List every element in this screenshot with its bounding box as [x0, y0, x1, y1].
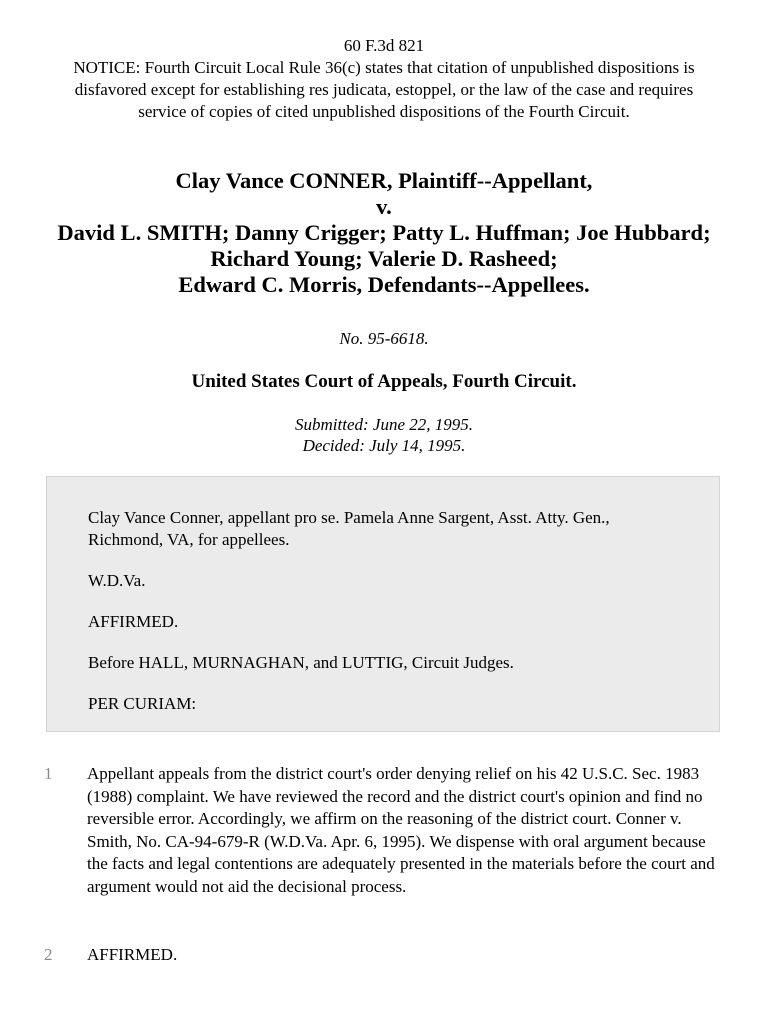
case-dates: [0, 414, 768, 456]
citation: 60 F.3d 821: [343, 36, 425, 55]
court-name: United States Court of Appeals, Fourth Circuit.: [191, 371, 577, 392]
paragraph-number: 2: [44, 945, 53, 964]
caption-defendants: David L. SMITH; Danny Crigger; Patty L. Huffman; Joe Hubbard; Richard Young; Valerie D. Rasheed;: [57, 220, 711, 271]
header: [50, 35, 718, 123]
case-summary-box: [46, 476, 720, 732]
caption-versus: v.: [376, 194, 392, 219]
disposition: AFFIRMED.: [88, 612, 179, 631]
unpublished-notice: NOTICE: Fourth Circuit Local Rule 36(c) states that citation of unpublished dispositions is disfavored except for establishing res judicata, estoppel, or the law of the case and requires service of copies of cited unpublished dispositions of the Fourth Circuit.: [73, 58, 695, 121]
submitted-date: Submitted: June 22, 1995.: [295, 415, 473, 434]
paragraph-text: AFFIRMED.: [87, 945, 178, 964]
case-caption: [40, 168, 728, 298]
decided-date: Decided: July 14, 1995.: [302, 436, 466, 455]
origin-court: W.D.Va.: [88, 571, 146, 590]
docket-number: No. 95-6618.: [339, 329, 429, 348]
opinion-author: PER CURIAM:: [88, 694, 197, 713]
caption-defendants-cont: Edward C. Morris, Defendants--Appellees.: [178, 272, 590, 297]
panel: Before HALL, MURNAGHAN, and LUTTIG, Circuit Judges.: [88, 653, 514, 672]
paragraph-number: 1: [44, 764, 53, 783]
caption-plaintiff: Clay Vance CONNER, Plaintiff--Appellant,: [175, 168, 593, 193]
paragraph-text: Appellant appeals from the district court's order denying relief on his 42 U.S.C. Sec. 1983 (1988) complaint. We have reviewed the record and the district court's opinion and find no reversible error. Accordingly, we affirm on the reasoning of the district court. Conner v. Smith, No. CA-94-679-R (W.D.Va. Apr. 6, 1995). We dispense with oral argument because the facts and legal contentions are adequately presented in the materials before the court and argument would not aid the decisional process.: [87, 764, 715, 896]
counsel: Clay Vance Conner, appellant pro se. Pamela Anne Sargent, Asst. Atty. Gen., Richmond, VA, for appellees.: [88, 508, 610, 549]
